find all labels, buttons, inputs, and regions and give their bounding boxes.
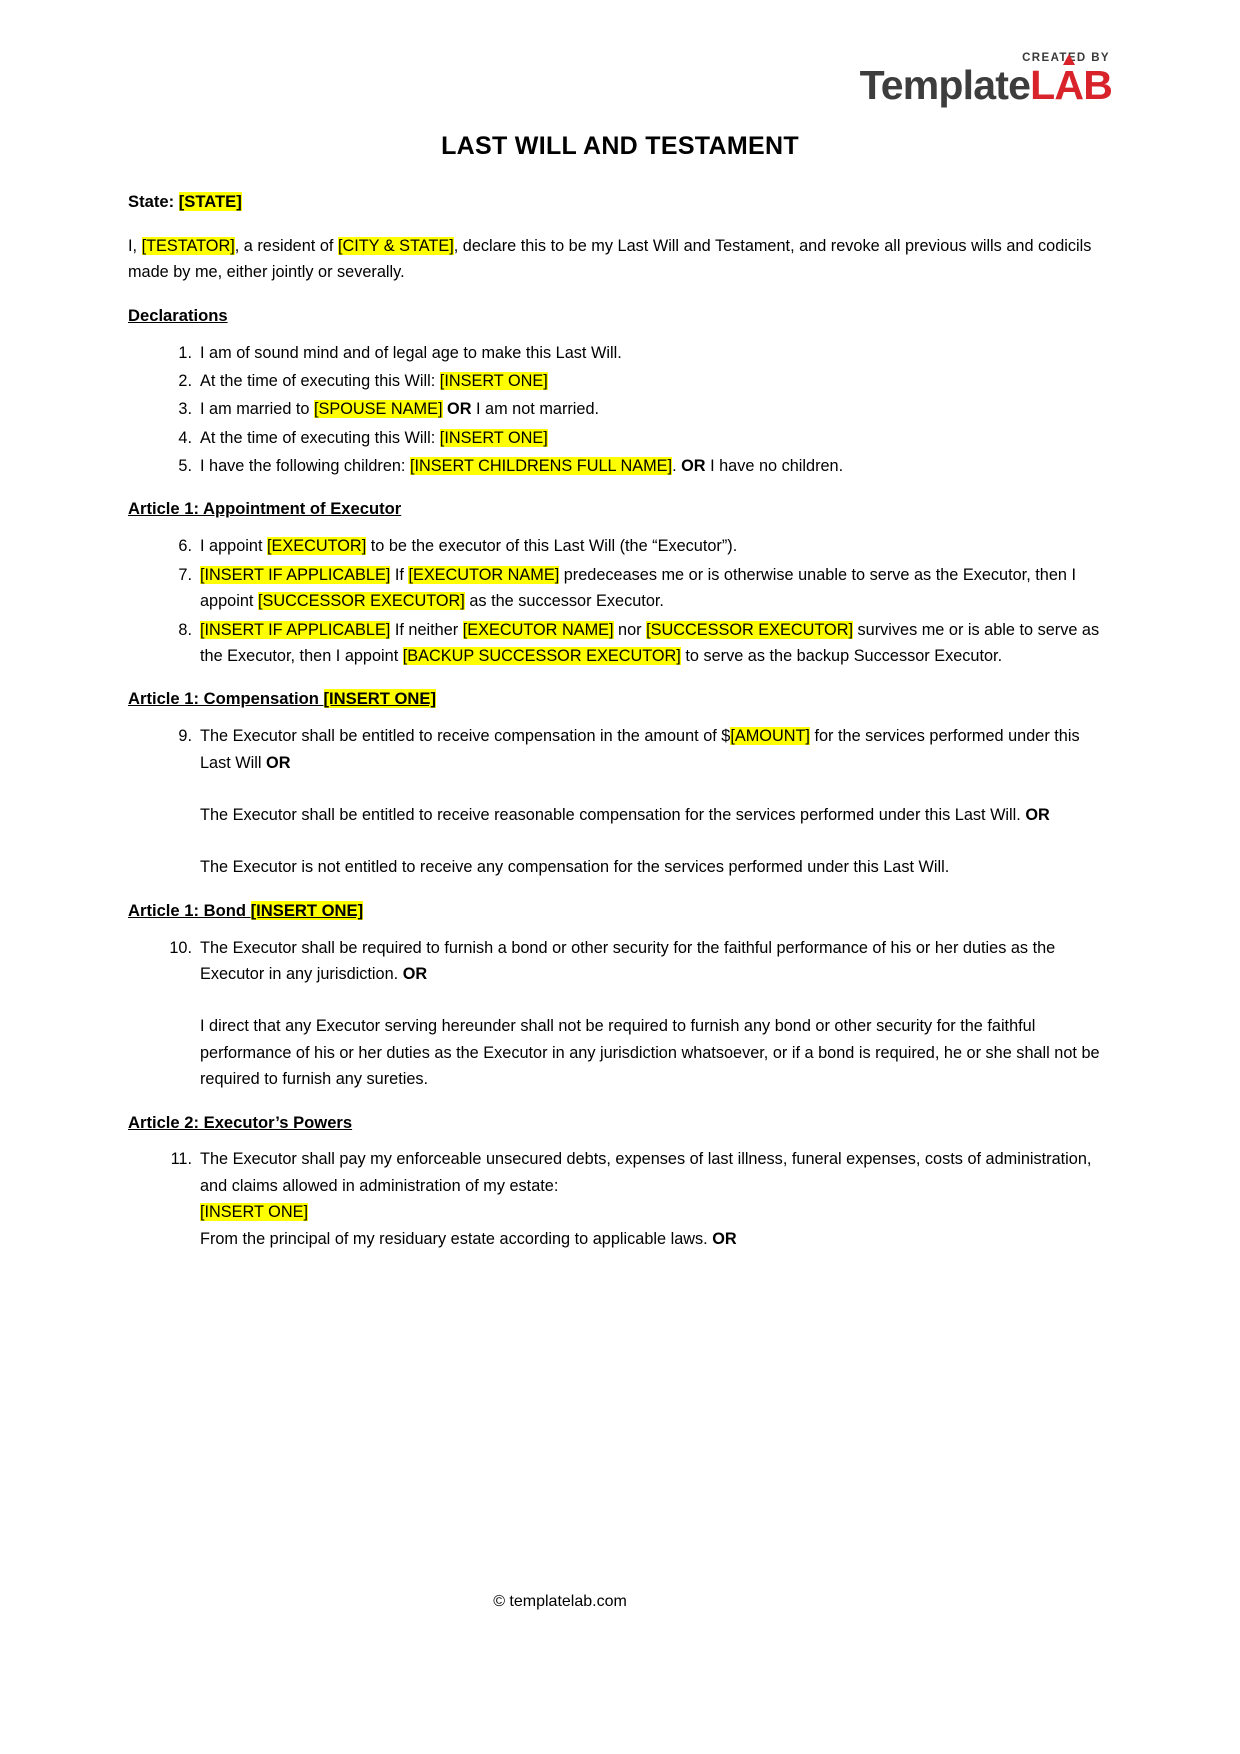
footer-copyright: © templatelab.com — [493, 1593, 627, 1610]
insert-if-applicable-placeholder: [INSERT IF APPLICABLE] — [200, 565, 391, 584]
or-keyword: OR — [1025, 805, 1050, 824]
insert-one-placeholder: [INSERT ONE] — [200, 1203, 308, 1222]
item-8-text-a: If neither — [390, 620, 463, 639]
compensation-list — [128, 723, 1112, 881]
compensation-alternative-1 — [200, 802, 1112, 828]
compensation-alternative-2: The Executor is not entitled to receive any compensation for the services performed under this Last Will. — [200, 858, 950, 877]
or-keyword: OR — [712, 1229, 737, 1248]
intro-text-3: , declare this to be my Last Will and Testament, and revoke all previous wills and codicils made by me, either jointly or severally. — [128, 236, 1092, 282]
list-number: 4. — [178, 428, 192, 447]
city-state-placeholder: [CITY & STATE] — [337, 236, 454, 255]
insert-one-placeholder: [INSERT ONE] — [250, 900, 364, 920]
or-keyword: OR — [402, 965, 428, 984]
bond-list — [128, 935, 1112, 1093]
declaration-4-text: At the time of executing this Will: — [200, 428, 440, 447]
list-item — [169, 935, 1112, 1093]
item-10-text-a: The Executor shall be required to furnish a bond or other security for the faithful performance of his or her duties as the Executor in any jurisdiction. — [200, 938, 1056, 984]
list-number: 1. — [178, 343, 192, 362]
list-number: 3. — [178, 400, 192, 419]
bond-heading-text: Article 1: Bond — [128, 900, 247, 920]
successor-executor-placeholder: [SUCCESSOR EXECUTOR] — [646, 620, 853, 639]
declaration-5-text-c: I have no children. — [705, 457, 844, 476]
list-item — [178, 425, 1112, 451]
or-keyword: OR — [681, 457, 706, 476]
declaration-5-text-b: . — [672, 457, 682, 476]
or-keyword: OR — [447, 400, 472, 419]
declaration-1-text: I am of sound mind and of legal age to make this Last Will. — [200, 343, 622, 362]
declaration-3-text-b: I am not married. — [471, 400, 600, 419]
logo-a-text: A — [1054, 62, 1084, 108]
item-8-text-d: to serve as the backup Successor Executor. — [680, 646, 1003, 665]
list-number: 7. — [178, 565, 192, 584]
or-keyword: OR — [266, 753, 291, 772]
item-7-text-c: as the successor Executor. — [464, 592, 664, 611]
declaration-2-text: At the time of executing this Will: — [200, 371, 440, 390]
item-6-text-b: to be the executor of this Last Will (the “Executor”). — [366, 537, 738, 556]
testator-placeholder: [TESTATOR] — [141, 236, 235, 255]
executor-placeholder: [EXECUTOR] — [267, 537, 367, 556]
item-7-text-a: If — [390, 565, 409, 584]
list-item — [178, 723, 1112, 881]
section-heading-article1-bond — [128, 898, 1112, 925]
bond-alternative-1: I direct that any Executor serving hereunder shall not be required to furnish any bond or other security for the faithful performance of his or her duties as the Executor in any jurisdiction whatsoever, or if a bond is required, he or she shall not be required to furnish any sureties. — [200, 1017, 1100, 1089]
intro-paragraph — [128, 233, 1112, 286]
logo-pen-tip-icon — [1063, 54, 1075, 65]
item-7-text-b: predeceases me or is otherwise unable to serve as the Executor, then I appoint — [200, 565, 1076, 611]
compensation-heading-text: Article 1: Compensation — [128, 689, 319, 709]
section-heading-article2-powers: Article 2: Executor’s Powers — [128, 1112, 353, 1132]
item-9-text-a: The Executor shall be entitled to receive compensation in the amount of $ — [200, 727, 731, 746]
insert-one-placeholder: [INSERT ONE] — [439, 371, 548, 390]
executor-name-placeholder: [EXECUTOR NAME] — [462, 620, 614, 639]
list-item — [170, 1146, 1112, 1252]
successor-executor-placeholder: [SUCCESSOR EXECUTOR] — [257, 592, 465, 611]
declaration-3-text-a: I am married to — [200, 400, 315, 419]
list-item — [178, 533, 1112, 559]
list-number: 8. — [178, 620, 192, 639]
section-heading-declarations: Declarations — [128, 305, 228, 325]
section-heading-article1-compensation — [128, 686, 1112, 713]
logo-wordmark — [859, 62, 1112, 108]
insert-if-applicable-placeholder: [INSERT IF APPLICABLE] — [200, 620, 391, 639]
list-item — [178, 617, 1112, 670]
logo-l-text: L — [1030, 62, 1055, 108]
executor-list — [128, 533, 1112, 669]
item-8-text-c: survives me or is able to serve as the Executor, then I appoint — [200, 620, 1100, 665]
list-number: 5. — [178, 457, 192, 476]
list-item — [178, 368, 1112, 394]
powers-list — [128, 1146, 1112, 1252]
intro-text-1: I, — [128, 236, 142, 255]
insert-one-placeholder: [INSERT ONE] — [439, 428, 548, 447]
state-label: State: — [128, 192, 175, 211]
list-number: 2. — [178, 371, 192, 390]
insert-one-placeholder: [INSERT ONE] — [323, 689, 436, 709]
page-footer — [0, 1593, 1240, 1611]
logo-template-text: Template — [859, 62, 1031, 108]
list-number: 11. — [170, 1150, 192, 1169]
page-title: LAST WILL AND TESTAMENT — [441, 132, 799, 160]
list-item — [178, 453, 1112, 479]
list-number: 10. — [169, 938, 192, 957]
declarations-list — [128, 340, 1112, 480]
item-6-text-a: I appoint — [200, 537, 267, 556]
list-item — [178, 396, 1112, 422]
item-11-text-a: The Executor shall pay my enforceable unsecured debts, expenses of last illness, funeral expenses, costs of administration, and claims allowed in administration of my estate: — [200, 1150, 1092, 1195]
section-heading-article1-executor: Article 1: Appointment of Executor — [128, 499, 402, 519]
logo-a-wrap — [1054, 62, 1084, 108]
item-9-text-b: for the services performed under this Last Will — [200, 727, 1080, 772]
item-11-text-b: From the principal of my residuary estate according to applicable laws. — [200, 1229, 713, 1248]
templatelab-logo — [128, 52, 1112, 106]
compensation-alt1-text: The Executor shall be entitled to receive reasonable compensation for the services performed under this Last Will. — [200, 805, 1026, 824]
logo-created-by-label: CREATED BY — [1022, 52, 1110, 64]
declaration-5-text-a: I have the following children: — [200, 457, 410, 476]
logo-b-text: B — [1083, 62, 1112, 108]
backup-successor-executor-placeholder: [BACKUP SUCCESSOR EXECUTOR] — [402, 646, 681, 665]
executor-name-placeholder: [EXECUTOR NAME] — [408, 565, 560, 584]
list-number: 6. — [178, 537, 192, 556]
list-item — [178, 340, 1112, 366]
intro-text-2: , a resident of — [234, 236, 338, 255]
children-names-placeholder: [INSERT CHILDRENS FULL NAME] — [409, 457, 673, 476]
state-line — [128, 189, 1112, 216]
item-8-text-b: nor — [613, 620, 647, 639]
amount-placeholder: [AMOUNT] — [730, 727, 810, 746]
list-item — [178, 562, 1112, 615]
list-number: 9. — [178, 727, 192, 746]
spouse-name-placeholder: [SPOUSE NAME] — [314, 400, 443, 419]
state-value-placeholder: [STATE] — [178, 192, 242, 211]
